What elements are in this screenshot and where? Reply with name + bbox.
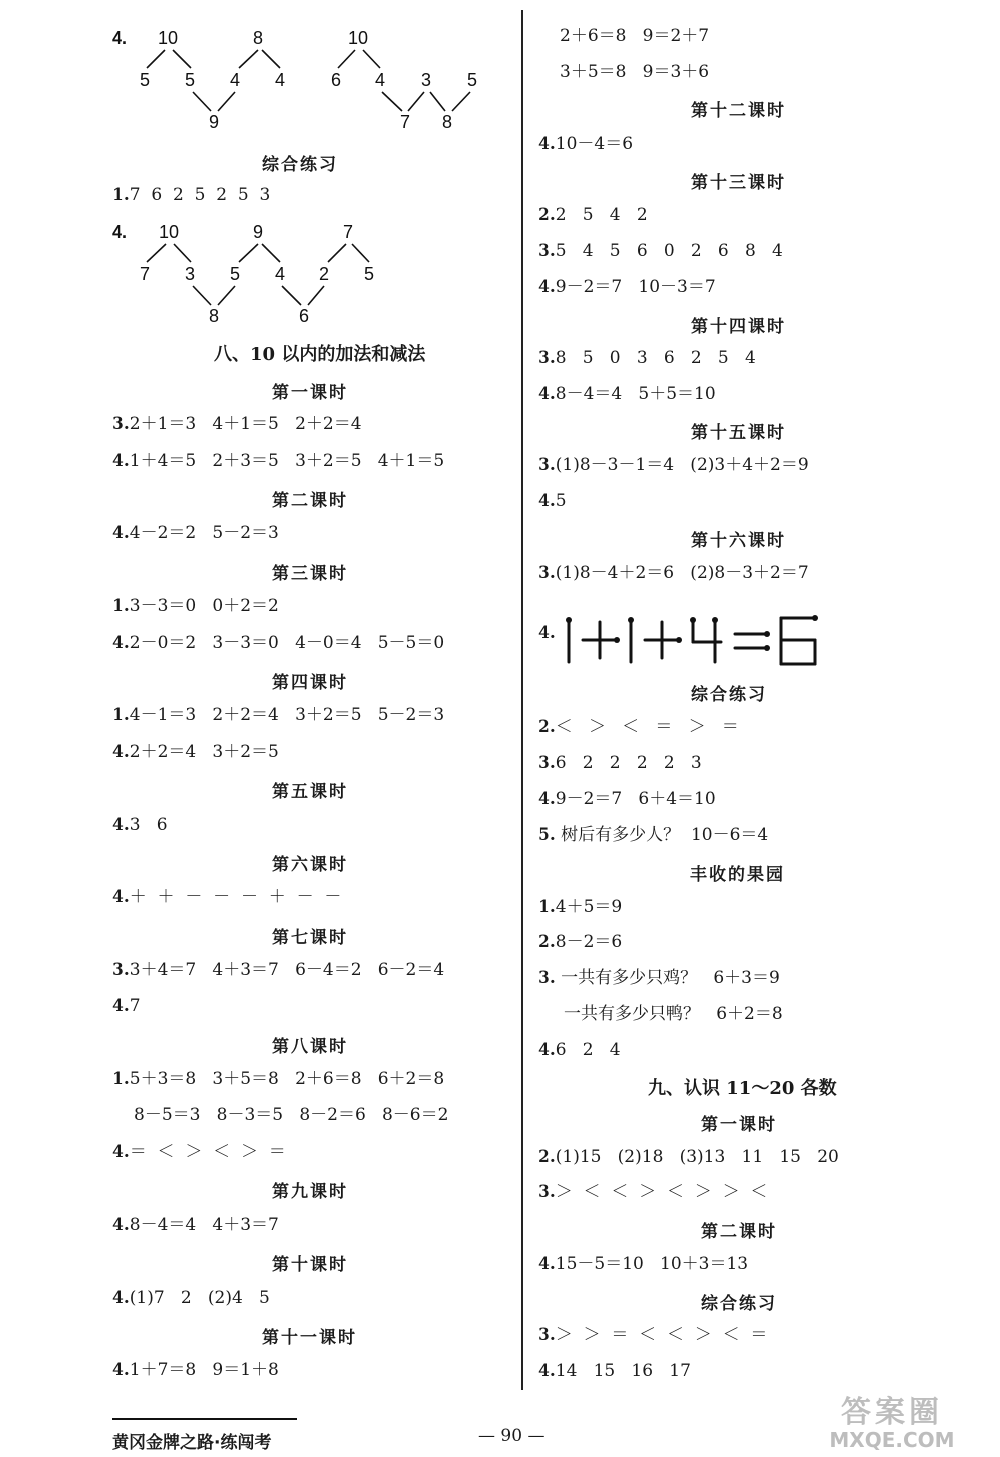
lesson-heading: 第十课时 (272, 1255, 348, 1275)
tree-node: 9 (209, 112, 220, 132)
answer-line: 4.(1)7 2 (2)4 5 (112, 1288, 270, 1308)
answer-line: 1.4－1＝3 2＋2＝4 3＋2＝5 5－2＝3 (112, 705, 445, 725)
answer-line: 3.6 2 2 2 2 3 (538, 753, 702, 773)
chapter-title: 八、10 以内的加法和减法 (214, 344, 426, 365)
answer-line: 4.5 (538, 491, 567, 511)
tree-node: 8 (253, 28, 264, 48)
lesson-heading: 第六课时 (272, 855, 348, 875)
item-number: 4. (112, 222, 128, 242)
lesson-heading: 第十二课时 (691, 101, 786, 121)
lesson-heading: 第十五课时 (691, 423, 786, 443)
answer-line: 4.＋ ＋ － － － ＋ － － (112, 887, 342, 907)
answer-line: 3.＞ ＞ ＝ ＜ ＜ ＞ ＜ ＝ (538, 1325, 768, 1345)
lesson-heading: 第七课时 (272, 928, 348, 948)
book-title: 黄冈金牌之路·练闯考 (112, 1433, 272, 1453)
item-number: 4. (112, 28, 128, 48)
answer-line: 3.3＋4＝7 4＋3＝7 6－4＝2 6－2＝4 (112, 960, 445, 980)
answer-line: 4.8－4＝4 5＋5＝10 (538, 384, 716, 404)
answer-line: 4.15－5＝10 10＋3＝13 (538, 1254, 749, 1274)
answer-line: 4.3 6 (112, 815, 168, 835)
answer-line: 2.8－2＝6 (538, 932, 623, 952)
answer-line: 3.2＋1＝3 4＋1＝5 2＋2＝4 (112, 414, 362, 434)
tree-node: 4 (230, 70, 241, 90)
tree-node: 4 (375, 70, 386, 90)
answer-line: 2.2 5 4 2 (538, 205, 648, 225)
tree-node: 7 (140, 264, 151, 284)
answer-line: 3.8 5 0 3 6 2 5 4 (538, 348, 756, 368)
column-divider (521, 10, 523, 1390)
answer-line: 3. 一共有多少只鸡？ 6＋3＝9 (538, 968, 780, 988)
section-heading: 综合练习 (262, 155, 338, 175)
lesson-heading: 第十四课时 (691, 317, 786, 337)
lesson-heading: 第二课时 (272, 491, 348, 511)
tree-node: 8 (442, 112, 453, 132)
answer-line: 1.3－3＝0 0＋2＝2 (112, 596, 279, 616)
decomposition-tree-1 (112, 26, 512, 136)
tree-node: 8 (209, 306, 220, 326)
answer-line: 3.(1)8－3－1＝4 (2)3＋4＋2＝9 (538, 455, 809, 475)
answer-line: 4.2－0＝2 3－3＝0 4－0＝4 5－5＝0 (112, 633, 445, 653)
tree-node: 6 (331, 70, 342, 90)
answer-line: 4. (538, 623, 556, 643)
answer-line: 3.5 4 5 6 0 2 6 8 4 (538, 241, 783, 261)
answer-line: 4.1＋4＝5 2＋3＝5 3＋2＝5 4＋1＝5 (112, 451, 445, 471)
answer-line: 3＋5＝8 9＝3＋6 (560, 62, 710, 82)
tree-node: 5 (467, 70, 478, 90)
tree-node: 7 (343, 222, 354, 242)
answer-line: 1.4＋5＝9 (538, 897, 623, 917)
lesson-heading: 第九课时 (272, 1182, 348, 1202)
answer-line: 4.7 (112, 996, 141, 1016)
tree-node: 5 (185, 70, 196, 90)
matchstick-equation (563, 612, 833, 672)
answer-line: 4.＝ ＜ ＞ ＜ ＞ ＝ (112, 1142, 286, 1162)
lesson-heading: 第十六课时 (691, 531, 786, 551)
answer-line: 4.4－2＝2 5－2＝3 (112, 523, 279, 543)
tree-node: 9 (253, 222, 264, 242)
section-heading: 综合练习 (691, 685, 767, 705)
answer-line: 3.＞ ＜ ＜ ＞ ＜ ＞ ＞ ＜ (538, 1182, 768, 1202)
page-number: — 90 — (478, 1426, 545, 1446)
lesson-heading: 第三课时 (272, 564, 348, 584)
tree-node: 3 (185, 264, 196, 284)
decomposition-tree-2 (112, 222, 512, 332)
answer-line: 2.(1)15 (2)18 (3)13 11 15 20 (538, 1147, 839, 1167)
answer-line: 一共有多少只鸭？ 6＋2＝8 (564, 1004, 783, 1024)
tree-node: 4 (275, 70, 286, 90)
tree-node: 6 (299, 306, 310, 326)
section-heading: 丰收的果园 (690, 865, 785, 885)
lesson-heading: 第一课时 (272, 383, 348, 403)
lesson-heading: 第一课时 (701, 1115, 777, 1135)
answer-line: 4.10－4＝6 (538, 134, 634, 154)
lesson-heading: 第八课时 (272, 1037, 348, 1057)
answer-line: 4.9－2＝7 10－3＝7 (538, 277, 716, 297)
answer-line: 5. 树后有多少人？ 10－6＝4 (538, 825, 769, 845)
answer-line: 4.8－4＝4 4＋3＝7 (112, 1215, 279, 1235)
tree-node: 3 (421, 70, 432, 90)
tree-node: 2 (319, 264, 330, 284)
tree-node: 10 (348, 28, 369, 48)
lesson-heading: 第十三课时 (691, 173, 786, 193)
answer-line: 2.＜ ＞ ＜ ＝ ＞ ＝ (538, 717, 739, 737)
section-heading: 综合练习 (701, 1294, 777, 1314)
tree-node: 5 (364, 264, 375, 284)
tree-node: 7 (400, 112, 411, 132)
lesson-heading: 第四课时 (272, 673, 348, 693)
answer-line: 1.5＋3＝8 3＋5＝8 2＋6＝8 6＋2＝8 (112, 1069, 445, 1089)
tree-node: 10 (158, 28, 179, 48)
answer-line: 4.1＋7＝8 9＝1＋8 (112, 1360, 279, 1380)
answer-line: 4.14 15 16 17 (538, 1361, 691, 1381)
answer-line: 8－5＝3 8－3＝5 8－2＝6 8－6＝2 (134, 1105, 449, 1125)
answer-line: 4.9－2＝7 6＋4＝10 (538, 789, 716, 809)
chapter-title: 九、认识 11～20 各数 (648, 1078, 837, 1099)
lesson-heading: 第五课时 (272, 782, 348, 802)
answer-line: 3.(1)8－4＋2＝6 (2)8－3＋2＝7 (538, 563, 809, 583)
answer-line: 1.7 6 2 5 2 5 3 (112, 185, 271, 205)
answer-line: 4.2＋2＝4 3＋2＝5 (112, 742, 279, 762)
tree-node: 4 (275, 264, 286, 284)
answer-line: 2＋6＝8 9＝2＋7 (560, 26, 710, 46)
tree-node: 10 (159, 222, 180, 242)
lesson-heading: 第十一课时 (262, 1328, 357, 1348)
watermark-logo: 答案圈 MXQE.COM (829, 1395, 955, 1452)
lesson-heading: 第二课时 (701, 1222, 777, 1242)
answer-line: 4.6 2 4 (538, 1040, 621, 1060)
tree-node: 5 (230, 264, 241, 284)
tree-node: 5 (140, 70, 151, 90)
footer-rule (112, 1418, 297, 1420)
